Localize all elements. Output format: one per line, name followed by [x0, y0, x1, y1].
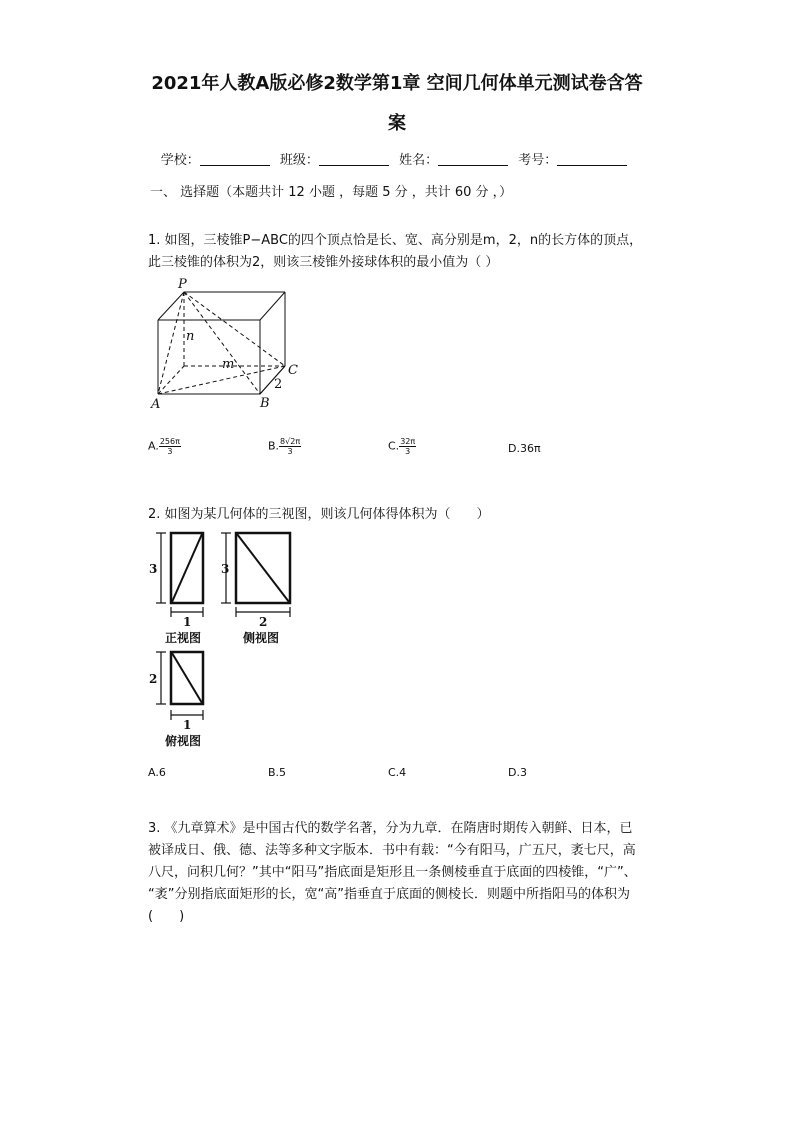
q1-option-a[interactable]: A. $\frac{256\pi}{3}$: [148, 437, 180, 456]
class-label: 班级：: [279, 153, 319, 168]
cuboid-figure: [148, 276, 308, 411]
page-title-line1: 2021年人教A版必修2数学第1章 空间几何体单元测试卷含答: [151, 73, 643, 94]
label-2: 2: [274, 377, 283, 392]
question-1-line1: 1. 如图，三棱锥P−ABC的四个顶点恰是长、宽、高分别是m，2，n的长方体的顶点，: [148, 233, 643, 248]
top-view-caption: 俯视图: [165, 734, 202, 748]
top-view-height: 2: [149, 672, 158, 686]
front-view-width: 1: [183, 615, 192, 629]
label-m: m: [222, 357, 235, 372]
q2-option-c[interactable]: C.4: [388, 766, 407, 779]
label-n: n: [186, 329, 195, 344]
question-1-text: [148, 230, 678, 274]
label-P: P: [178, 277, 187, 292]
q1-option-d[interactable]: D.36π: [508, 442, 541, 455]
q1-option-c[interactable]: C. $\frac{32\pi}{3}$: [388, 437, 416, 456]
q1-option-b[interactable]: B. $\frac{8√2\pi}{3}$: [268, 437, 301, 456]
side-view-width: 2: [259, 615, 268, 629]
school-label: 学校：: [160, 153, 200, 168]
question-1-line2: 此三棱锥的体积为2，则该三棱锥外接球体积的最小值为（ ）: [148, 255, 499, 270]
side-view-caption: 侧视图: [243, 631, 280, 645]
front-view-caption: 正视图: [165, 631, 202, 645]
q2-option-d[interactable]: D.3: [508, 766, 527, 779]
label-C: C: [288, 363, 298, 378]
label-B: B: [260, 396, 270, 411]
top-view-width: 1: [183, 718, 192, 732]
three-view-figure: [145, 528, 305, 753]
question-3-line1: 3. 《九章算术》是中国古代的数学名著，分为九章．在隋唐时期传入朝鲜、日本，已: [148, 821, 633, 836]
side-view-height: 3: [221, 562, 230, 576]
question-3-line2: 被译成日、俄、德、法等多种文字版本．书中有载：“今有阳马，广五尺，袤七尺，高: [148, 843, 636, 858]
exam-no-blank[interactable]: [557, 152, 627, 166]
q2-option-a[interactable]: A.6: [148, 766, 166, 779]
name-blank[interactable]: [438, 152, 508, 166]
front-view-height: 3: [149, 562, 158, 576]
exam-no-label: 考号：: [518, 153, 558, 168]
student-info-line: [0, 152, 794, 170]
question-3-line3: 八尺，问积几何？”其中“阳马”指底面是矩形且一条侧棱垂直于底面的四棱锥，“广”、: [148, 865, 637, 880]
q2-option-b[interactable]: B.5: [268, 766, 287, 779]
school-blank[interactable]: [200, 152, 270, 166]
question-3-line4: “袤”分别指底面矩形的长，宽“高”指垂直于底面的侧棱长．则题中所指阳马的体积为: [148, 887, 630, 902]
section-heading: 一、 选择题（本题共计 12 小题 ，每题 5 分 ，共计 60 分 ，）: [150, 185, 513, 200]
question-3-text: [148, 818, 688, 928]
name-label: 姓名：: [399, 153, 439, 168]
page-title-line2: 案: [388, 113, 406, 134]
question-3-line5: ( ): [148, 909, 185, 924]
class-blank[interactable]: [319, 152, 389, 166]
question-2-text: 2. 如图为某几何体的三视图，则该几何体得体积为（ ）: [148, 507, 490, 522]
label-A: A: [151, 397, 161, 411]
